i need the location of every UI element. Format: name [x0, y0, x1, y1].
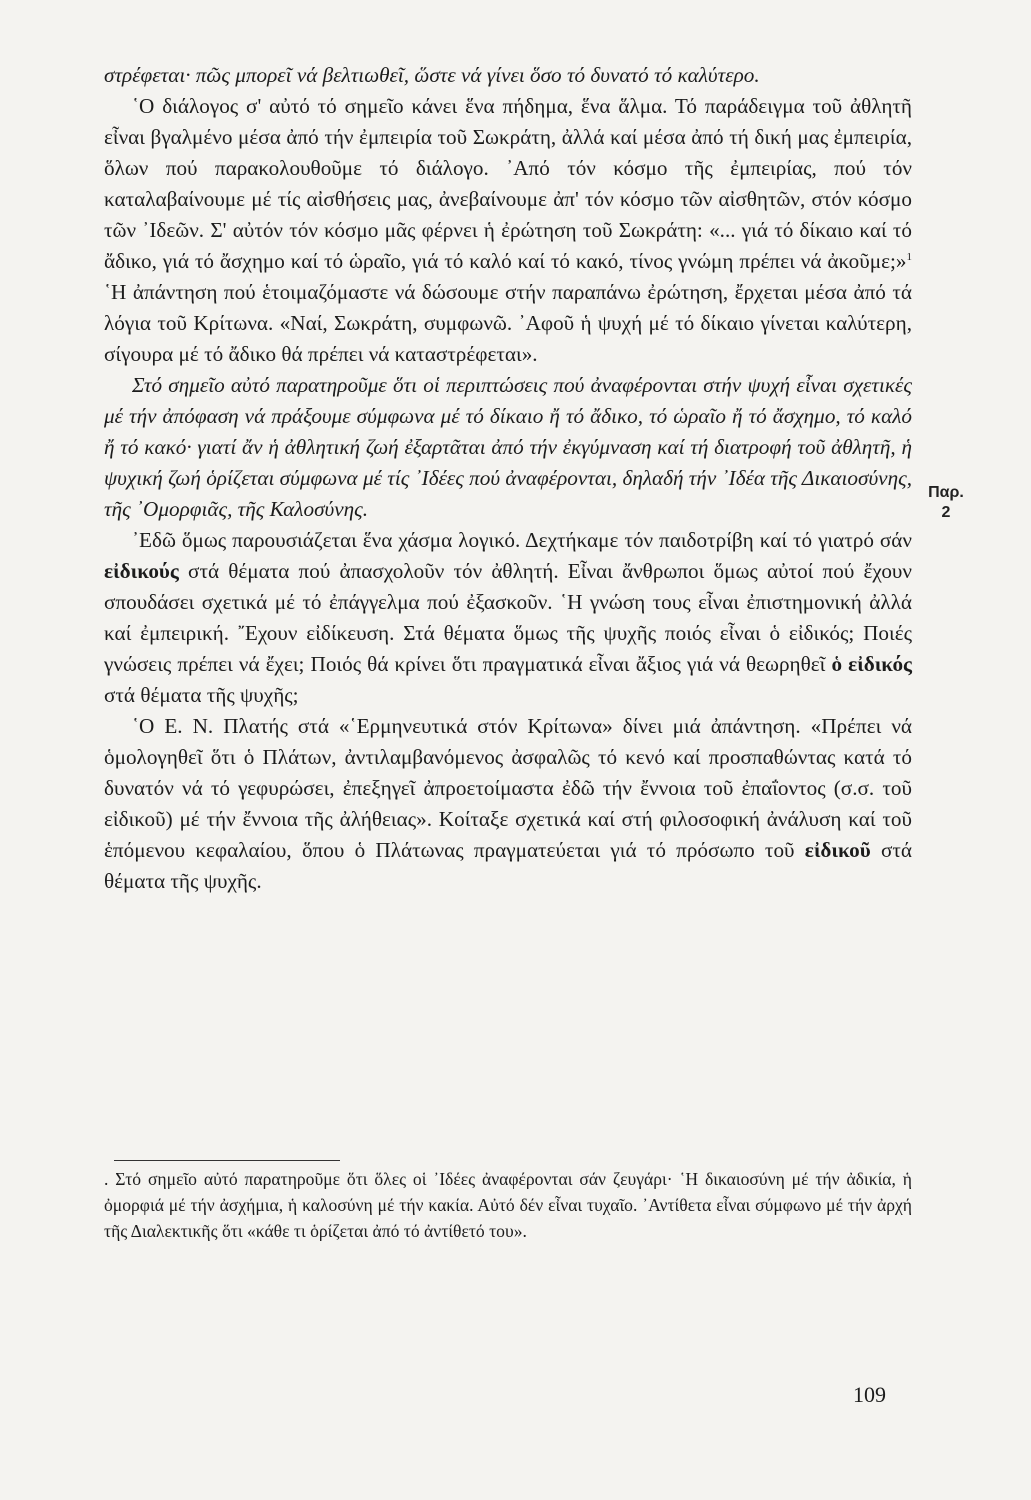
margin-note-label: Παρ. — [928, 484, 964, 501]
paragraph-4 — [104, 525, 912, 711]
page-number: 109 — [853, 1382, 886, 1407]
margin-note — [924, 483, 968, 523]
paragraph-4-e: στά θέματα τῆς ψυχῆς; — [104, 683, 299, 707]
footnote-divider — [114, 1160, 340, 1161]
paragraph-5-a: ῾Ο Ε. Ν. Πλατής στά «῾Ερμηνευτικά στόν Κρίτωνα» δίνει μιά ἀπάντηση. «Πρέπει νά ὁμολογηθεῖ ὅτι ὁ Πλάτων, ἀντιλαμβανόμενος ἀσφαλῶς τό κενό καί προσπαθώντας κατά τό δυνατόν νά τό γεφυρώσει, ἐπεξηγεῖ ἀπροετοίμαστα ἐδῶ τήν ἔννοια τοῦ ἐπαΐοντος (σ.σ. τοῦ εἰδικοῦ) μέ τήν ἔννοια τῆς ἀλήθειας». Κοίταξε σχετικά καί στή φιλοσοφική ἀνάλυση καί τοῦ ἑπόμενου κεφαλαίου, ὅπου ὁ Πλάτωνας πραγματεύεται γιά τό πρόσωπο τοῦ — [104, 714, 912, 862]
paragraph-4-a: ᾿Εδῶ ὅμως παρουσιάζεται ἕνα χάσμα λογικό. Δεχτήκαμε τόν παιδοτρίβη καί τό γιατρό σάν — [132, 528, 912, 552]
paragraph-1: στρέφεται· πῶς μπορεῖ νά βελτιωθεῖ, ὥστε νά γίνει ὅσο τό δυνατό τό καλύτερο. — [104, 63, 760, 87]
paragraph-2 — [104, 91, 912, 370]
paragraph-5-c: στά θέματα τῆς ψυχῆς. — [104, 838, 912, 893]
emphasis-specialists: εἰδικούς — [104, 559, 179, 583]
margin-note-number: 2 — [941, 504, 951, 521]
emphasis-specialist-genitive: εἰδικοῦ — [804, 838, 871, 862]
footnote: . Στό σημεῖο αὐτό παρατηροῦμε ὅτι ὅλες οἱ ᾿Ιδέες ἀναφέρονται σάν ζευγάρι· ῾Η δικαιοσύνη μέ τήν ἀδικία, ἡ ὀμορφιά μέ τήν ἀσχήμια, ἡ καλοσύνη μέ τήν κακία. Αὐτό δέν εἶναι τυχαῖο. ᾿Αντίθετα εἶναι σύμφωνο μέ τήν ἀρχή τῆς Διαλεκτικῆς ὅτι «κάθε τι ὁρίζεται ἀπό τό ἀντίθετό του». — [104, 1169, 912, 1241]
footnote-ref: 1 — [906, 250, 912, 263]
paragraph-5 — [104, 711, 912, 897]
main-text — [104, 60, 912, 897]
paragraph-2-rest: ῾Η ἀπάντηση πού ἑτοιμαζόμαστε νά δώσουμε στήν παραπάνω ἐρώτηση, ἔρχεται μέσα ἀπό τά λόγια τοῦ Κρίτωνα. «Ναί, Σωκράτη, συμφωνῶ. ᾿Αφοῦ ἡ ψυχή μέ τό δίκαιο γίνεται καλύτερη, σίγουρα μέ τό ἄδικο θά πρέπει νά καταστρέφεται». — [104, 280, 912, 366]
emphasis-the-specialist: ὁ εἰδικός — [831, 652, 912, 676]
paragraph-4-c: στά θέματα πού ἀπασχολοῦν τόν ἀθλητή. Εἶναι ἄνθρωποι ὅμως αὐτοί πού ἔχουν σπουδάσει σχετικά μέ τό ἐπάγγελμα πού ἐξασκοῦν. ῾Η γνώση τους εἶναι ἐπιστημονική ἀλλά καί ἐμπειρική. ῎Εχουν εἰδίκευση. Στά θέματα ὅμως τῆς ψυχῆς ποιός εἶναι ὁ εἰδικός; Ποιές γνώσεις πρέπει νά ἔχει; Ποιός θά κρίνει ὅτι πραγματικά εἶναι ἄξιος γιά νά θεωρηθεῖ — [104, 559, 912, 676]
paragraph-3: Στό σημεῖο αὐτό παρατηροῦμε ὅτι οἱ περιπτώσεις πού ἀναφέρονται στήν ψυχή εἶναι σχετικές μέ τήν ἀπόφαση νά πράξουμε σύμφωνα μέ τό δίκαιο ἤ τό ἄδικο, τό ὡραῖο ἤ τό ἄσχημο, τό καλό ἤ τό κακό· γιατί ἄν ἡ ἀθλητική ζωή ἐξαρτᾶται ἀπό τήν ἐκγύμναση καί τή διατροφή τοῦ ἀθλητῆ, ἡ ψυχική ζωή ὁρίζεται σύμφωνα μέ τίς ᾿Ιδέες πού ἀναφέρονται, δηλαδή τήν ᾿Ιδέα τῆς Δικαιοσύνης, τῆς ᾿Ομορφιᾶς, τῆς Καλοσύνης. — [104, 373, 912, 521]
paragraph-2-text: ῾Ο διάλογος σ' αὐτό τό σημεῖο κάνει ἕνα πήδημα, ἕνα ἅλμα. Τό παράδειγμα τοῦ ἀθλητῆ εἶναι βγαλμένο μέσα ἀπό τήν ἐμπειρία τοῦ Σωκράτη, ἀλλά καί μέσα ἀπό τή δική μας ἐμπειρία, ὅλων πού παρακολουθοῦμε τό διάλογο. ᾿Από τόν κόσμο τῆς ἐμπειρίας, πού τόν καταλαβαίνουμε μέ τίς αἰσθήσεις μας, ἀνεβαίνουμε ἀπ' τόν κόσμο τῶν αἰσθητῶν, στόν κόσμο τῶν ᾿Ιδεῶν. Σ' αὐτόν τόν κόσμο μᾶς φέρνει ἡ ἐρώτηση τοῦ Σωκράτη: «... γιά τό δίκαιο καί τό ἄδικο, γιά τό ἄσχημο καί τό ὡραῖο, γιά τό καλό καί τό κακό, τίνος γνώμη πρέπει νά ἀκοῦμε;» — [104, 94, 912, 273]
